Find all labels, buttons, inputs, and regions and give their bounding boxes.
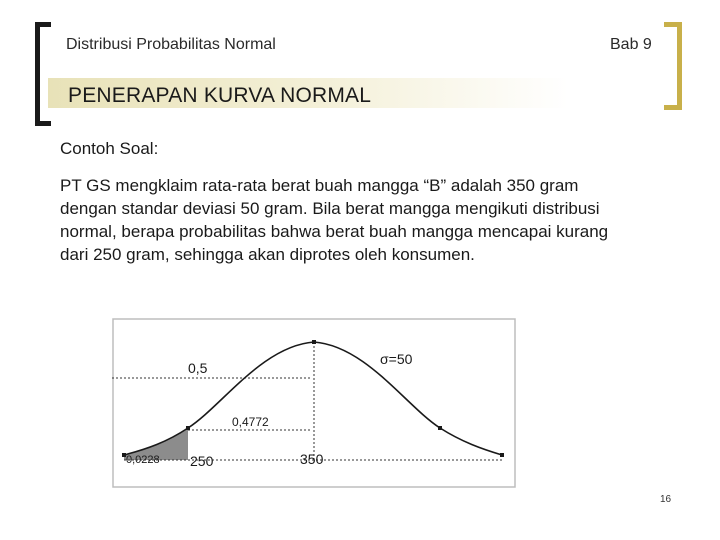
label-area-mid: 0,4772 <box>232 415 269 429</box>
label-half: 0,5 <box>188 360 208 376</box>
label-sigma: σ=50 <box>380 351 413 367</box>
label-area-tail: 0,0228 <box>126 454 160 466</box>
curve-marker <box>186 426 190 430</box>
tick-label-250: 250 <box>190 453 214 469</box>
problem-text: PT GS mengklaim rata-rata berat buah mangga “B” adalah 350 gram dengan standar deviasi 50 gram. Bila berat mangga mengikuti distribusi normal, berapa probabilitas bahwa berat buah mangga mencapai kurang dari 250 gram, sehingga akan diprotes oleh konsumen. <box>60 176 609 264</box>
curve-marker <box>312 340 316 344</box>
chapter-label: Bab 9 <box>610 36 652 53</box>
left-bracket-decoration <box>35 22 51 126</box>
tick-label-350: 350 <box>300 451 324 467</box>
example-subheading: Contoh Soal: <box>60 139 159 158</box>
right-bracket-decoration <box>664 22 682 110</box>
curve-marker <box>438 426 442 430</box>
page-number: 16 <box>660 494 672 505</box>
slide-title: PENERAPAN KURVA NORMAL <box>68 84 372 107</box>
normal-curve-figure <box>112 318 516 488</box>
curve-marker <box>500 453 504 457</box>
course-title: Distribusi Probabilitas Normal <box>66 36 276 53</box>
